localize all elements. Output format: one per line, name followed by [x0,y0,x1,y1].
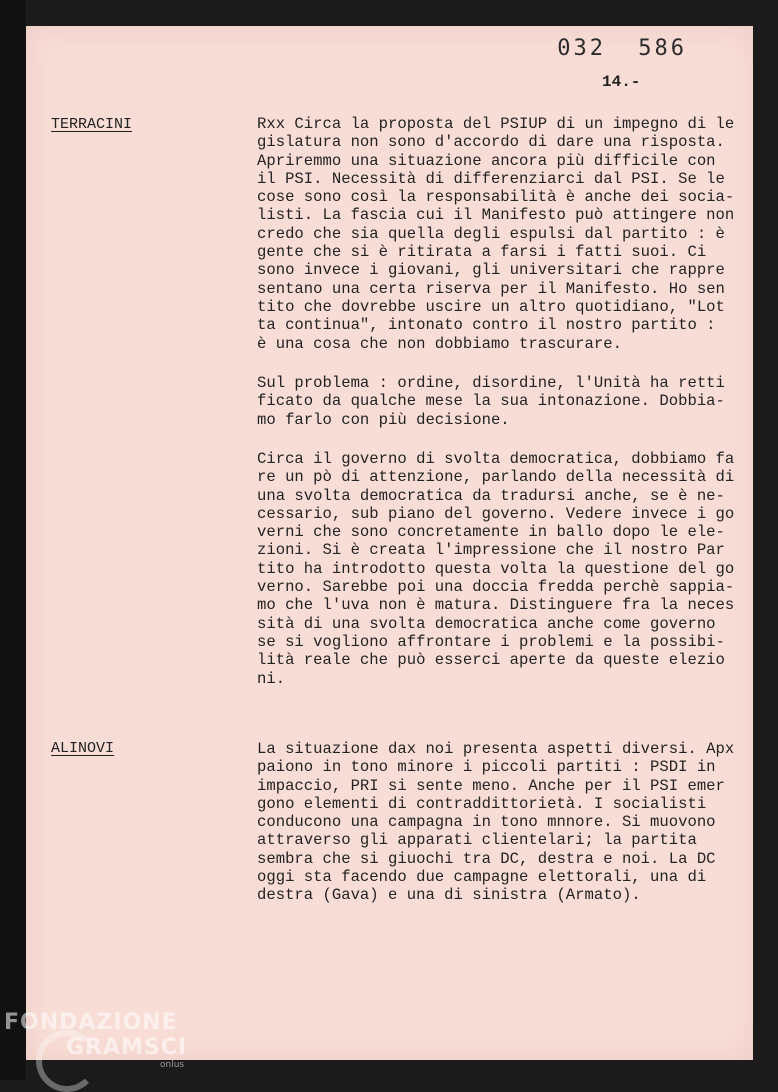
text-line: credo che sia quella degli espulsi dal partito : è [257,224,725,243]
text-line: verni che sono concretamente in ballo dopo le ele- [257,523,725,542]
text-line: Sul problema : ordine, disordine, l'Unità ha retti [257,374,725,392]
fondazione-gramsci-watermark [4,1010,187,1070]
text-line: ta continua", intonato contro il nostro partito : [257,316,716,335]
text-line: è una cosa che non dobbiamo trascurare. [257,334,622,353]
text-line: Circa il governo di svolta democratica, dobbiamo fa [257,450,735,468]
text-line: mo farlo con più decisione. [257,410,510,429]
text-line: re un pò di attenzione, parlando della necessità di [257,468,735,487]
text-line: Rxx Circa la proposta del PSIUP di un impegno di le [257,115,735,133]
text-line: sentano una certa riserva per il Manifesto. Ho sen [257,279,725,298]
text-line: Apriremmo una situazione ancora più difficile con [257,151,716,170]
text-line: gente che si è ritirata a farsi i fatti suoi. Ci [257,243,707,262]
text-line: cessario, sub piano del governo. Vedere invece i go [257,504,735,523]
watermark-line1: FONDAZIONE [4,1010,178,1035]
speaker-alinovi: ALINOVI [51,740,115,757]
archive-number: 032 586 [557,36,687,61]
text-line: lità reale che può esserci aperte da queste elezio [257,651,725,670]
paragraph-terracini-2 [257,374,747,429]
text-line: impaccio, PRI si sente meno. Anche per il PSI emer [257,776,725,795]
scan-left-edge [0,0,26,1080]
text-line: paiono in tono minore i piccoli partiti : PSDI in [257,758,716,777]
watermark-line3: onlus [160,1060,185,1070]
text-line: sità di una svolta democratica anche come governo [257,614,716,633]
text-line: mo che l'uva non è matura. Distinguere fra la neces [257,596,735,615]
text-line: zioni. Si è creata l'impressione che il nostro Par [257,541,725,560]
text-line: gislatura non sono d'accordo di dare una risposta. [257,133,725,152]
document-page [26,26,753,1060]
paragraph-terracini-3 [257,450,747,688]
watermark-line2: GRAMSCI [66,1035,188,1060]
text-line: ni. [257,669,286,688]
text-line: attraverso gli apparati clientelari; la partita [257,831,697,850]
text-line: sono invece i giovani, gli universitari che rappre [257,261,725,280]
text-line: ficato da qualche mese la sua intonazione. Dobbia- [257,392,725,411]
text-line: verno. Sarebbe poi una doccia fredda perchè sappia- [257,578,735,597]
paragraph-alinovi-1 [257,740,747,905]
text-line: tito che dovrebbe uscire un altro quotidiano, "Lot [257,297,725,316]
text-line: il PSI. Necessità di differenziarci dal PSI. Se le [257,169,725,188]
speaker-terracini: TERRACINI [51,116,133,133]
text-line: oggi sta facendo due campagne elettorali, una di [257,868,707,887]
text-line: conducono una campagna in tono mnnore. Si muovono [257,813,716,832]
text-line: tito ha introdotto questa volta la questione del go [257,559,735,578]
text-line: listi. La fascia cui il Manifesto può attingere non [257,206,735,225]
text-line: una svolta democratica da tradursi anche, se è ne- [257,486,725,505]
page-number: 14.- [602,73,641,91]
text-line: cose sono così la responsabilità è anche dei socia- [257,188,735,207]
paragraph-terracini-1 [257,115,747,353]
gramsci-logo-icon [36,1030,98,1092]
text-line: sembra che si giuochi tra DC, destra e noi. La DC [257,849,716,868]
text-line: La situazione dax noi presenta aspetti diversi. Apx [257,740,735,758]
text-line: se si vogliono affrontare i problemi e la possibi- [257,632,725,651]
text-line: destra (Gava) e una di sinistra (Armato). [257,886,641,905]
text-line: gono elementi di contraddittorietà. I socialisti [257,794,707,813]
